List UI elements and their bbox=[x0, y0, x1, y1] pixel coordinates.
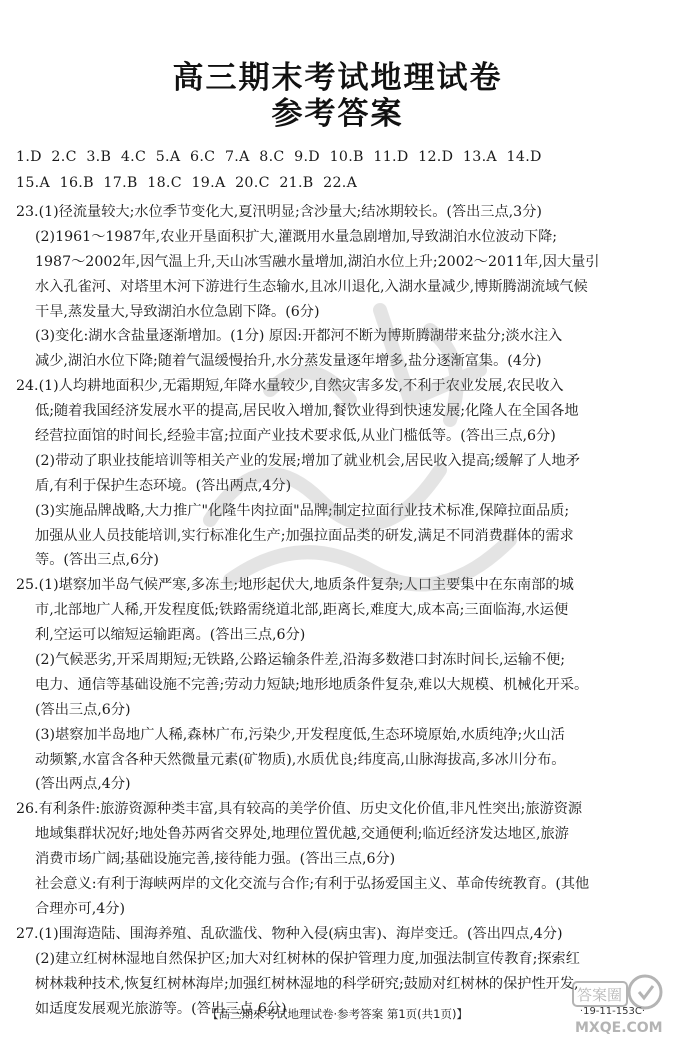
answer-line: 动频繁,水富含各种天然微量元素(矿物质),水质优良;纬度高,山脉海拔高,多冰川分布。 bbox=[35, 751, 566, 768]
answer-line: 27.(1)围海造陆、围海养殖、乱砍滥伐、物种入侵(病虫害)、海岸变迁。(答出四点,4分) bbox=[16, 925, 563, 942]
watermark-logo-icon bbox=[569, 968, 665, 1042]
answer-line: (答出三点,6分) bbox=[35, 701, 131, 718]
answer-line: 1987～2002年,因气温上升,天山冰雪融水量增加,湖泊水位上升;2002～2011年,因大量引 bbox=[35, 253, 600, 270]
answer-line: 23.(1)径流量较大;水位季节变化大,夏汛明显;含沙量大;结冰期较长。(答出三点,3分) bbox=[16, 204, 542, 220]
answer-line: (2)带动了职业技能培训等相关产业的发展;增加了就业机会,居民收入提高;缓解了人地矛 bbox=[35, 452, 580, 469]
answer-line: 树林栽种技术,恢复红树林海岸;加强红树林湿地的科学研究;鼓励对红树林的保护性开发, bbox=[35, 975, 579, 992]
answer-line: 电力、通信等基础设施不完善;劳动力短缺;地形地质条件复杂,难以大规模、机械化开采。 bbox=[35, 676, 589, 693]
answer-line: (3)实施品牌战略,大力推广"化隆牛肉拉面"品牌;制定拉面行业技术标准,保障拉面品质; bbox=[35, 502, 570, 519]
answer-line: 减少,湖泊水位下降;随着气温缓慢抬升,水分蒸发量逐年增多,盐分逐渐富集。(4分) bbox=[35, 353, 542, 370]
watermark-url-text: MXQE.COM bbox=[575, 1020, 663, 1036]
answer-line: 地域集群状况好;地处鲁苏两省交界处,地理位置优越,交通便利;临近经济发达地区,旅游 bbox=[35, 826, 569, 843]
answer-line: 经营拉面馆的时间长,经验丰富;拉面产业技术要求低,从业门槛低等。(答出三点,6分) bbox=[35, 428, 556, 445]
answer-line: 26.有利条件:旅游资源种类丰富,具有较高的美学价值、历史文化价值,非凡性突出;旅游资源 bbox=[16, 801, 583, 818]
answer-line: (2)气候恶劣,开采周期短;无铁路,公路运输条件差,沿海多数港口封冻时间长,运输不便; bbox=[35, 652, 566, 669]
answer-line: 市,北部地广人稀,开发程度低;铁路需绕道北部,距离长,难度大,成本高;三面临海,水运便 bbox=[35, 602, 569, 619]
choice-answers-row-1: 1.D 2.C 3.B 4.C 5.A 6.C 7.A 8.C 9.D 10.B 11.D 12.D 13.A 14.D bbox=[16, 149, 542, 165]
answer-line: 盾,有利于保护生态环境。(答出两点,4分) bbox=[35, 477, 292, 494]
answer-line: 加强从业人员技能培训,实行标准化生产;加强拉面品类的研发,满足不同消费群体的需求 bbox=[35, 527, 574, 544]
answer-line: 合理亦可,4分) bbox=[35, 900, 126, 917]
answer-line: 水入孔雀河、对塔里木河下游进行生态输水,且冰川退化,入湖水量减少,博斯腾湖流域气候 bbox=[35, 278, 588, 295]
footer-text: 【高三期末考试地理试卷·参考答案 第1页(共1页)】 bbox=[207, 1007, 468, 1021]
answer-line: 等。(答出三点,6分) bbox=[35, 552, 159, 569]
answer-line: (2)建立红树林湿地自然保护区;加大对红树林的保护管理力度,加强法制宣传教育;探索红 bbox=[35, 950, 580, 967]
answer-line: 如适度发展观光旅游等。(答出三点,6分) bbox=[35, 1000, 287, 1017]
answer-line: (3)堪察加半岛地广人稀,森林广布,污染少,开发程度低,生态环境原始,水质纯净;火山活 bbox=[35, 726, 565, 743]
answer-body bbox=[16, 200, 661, 1021]
answer-line: 利,空运可以缩短运输距离。(答出三点,6分) bbox=[35, 627, 306, 644]
answer-line: 25.(1)堪察加半岛气候严寒,多冻土;地形起伏大,地质条件复杂;人口主要集中在东南部的城 bbox=[16, 577, 574, 594]
answer-line: 24.(1)人均耕地面积少,无霜期短,年降水量较少,自然灾害多发,不利于农业发展,农民收入 bbox=[16, 378, 564, 395]
watermark-logo-text: 答案圈 bbox=[577, 986, 623, 1004]
answer-line: (答出两点,4分) bbox=[35, 776, 131, 793]
choice-answers-row-2: 15.A 16.B 17.B 18.C 19.A 20.C 21.B 22.A bbox=[16, 175, 358, 191]
answer-line: 低;随着我国经济发展水平的提高,居民收入增加,餐饮业得到快速发展;化隆人在全国各地 bbox=[35, 403, 579, 420]
answer-line: 社会意义:有利于海峡两岸的文化交流与合作;有利于弘扬爱国主义、革命传统教育。(其他 bbox=[35, 876, 590, 893]
footer-code: ·19-11-153C· bbox=[579, 1006, 645, 1017]
answer-line: 消费市场广阔;基础设施完善,接待能力强。(答出三点,6分) bbox=[35, 851, 396, 868]
answer-line: 干旱,蒸发量大,导致湖泊水位急剧下降。(6分) bbox=[35, 303, 320, 320]
page-subtitle: 参考答案 bbox=[271, 96, 404, 132]
answer-line: (2)1961～1987年,农业开垦面积扩大,灌溉用水量急剧增加,导致湖泊水位波动下降; bbox=[35, 228, 558, 245]
answer-line: (3)变化:湖水含盐量逐渐增加。(1分) 原因:开都河不断为博斯腾湖带来盐分;淡水注入 bbox=[35, 328, 563, 345]
page-title: 高三期末考试地理试卷 bbox=[172, 60, 503, 96]
